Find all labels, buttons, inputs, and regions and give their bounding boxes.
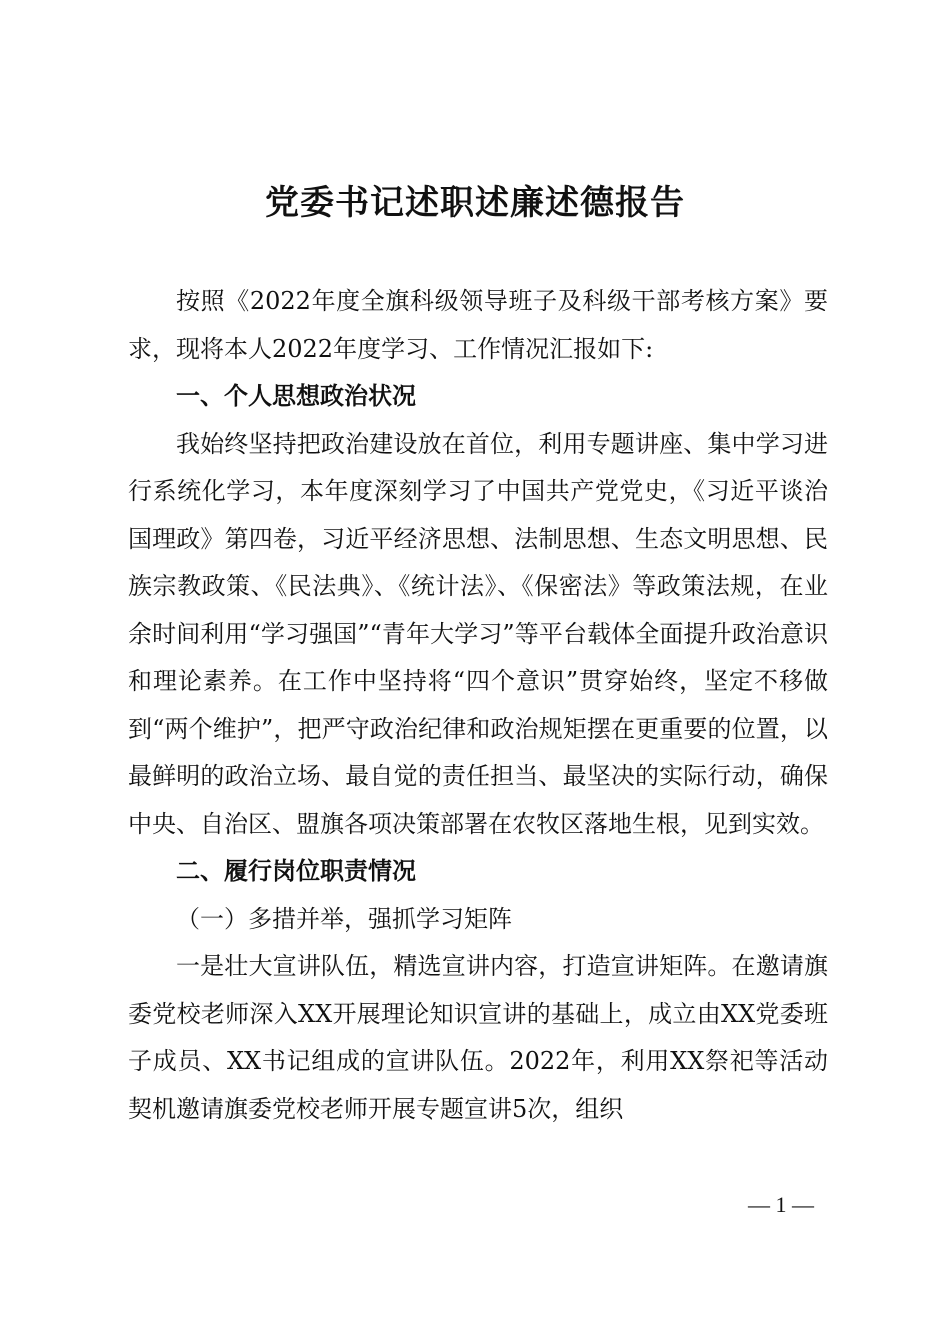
document-body: [128, 278, 828, 1133]
paragraph-lecture-team: 一是壮大宣讲队伍，精选宣讲内容，打造宣讲矩阵。在邀请旗委党校老师深入XX开展理论知识宣讲的基础上，成立由XX党委班子成员、XX书记组成的宣讲队伍。2022年，利用XX祭祀等活动契机邀请旗委党校老师开展专题宣讲5次，组织: [128, 952, 828, 1123]
page-number: — 1 —: [748, 1192, 814, 1217]
paragraph-intro: 按照《2022年度全旗科级领导班子及科级干部考核方案》要求，现将本人2022年度学习、工作情况汇报如下:: [128, 287, 828, 363]
section-heading-2: 二、履行岗位职责情况: [176, 857, 416, 885]
paragraph-political-status: 我始终坚持把政治建设放在首位，利用专题讲座、集中学习进行系统化学习，本年度深刻学习了中国共产党党史，《习近平谈治国理政》第四卷，习近平经济思想、法制思想、生态文明思想、民族宗教政策、《民法典》、《统计法》、《保密法》等政策法规，在业余时间利用“学习强国”“青年大学习”等平台载体全面提升政治意识和理论素养。在工作中坚持将“四个意识”贯穿始终，坚定不移做到“两个维护”，把严守政治纪律和政治规矩摆在更重要的位置，以最鲜明的政治立场、最自觉的责任担当、最坚决的实际行动，确保中央、自治区、盟旗各项决策部署在农牧区落地生根，见到实效。: [128, 429, 828, 838]
section-heading-1: 一、个人思想政治状况: [176, 382, 416, 410]
document-title: 党委书记述职述廉述德报告: [265, 183, 685, 223]
subsection-heading-1: （一）多措并举，强抓学习矩阵: [176, 904, 512, 933]
